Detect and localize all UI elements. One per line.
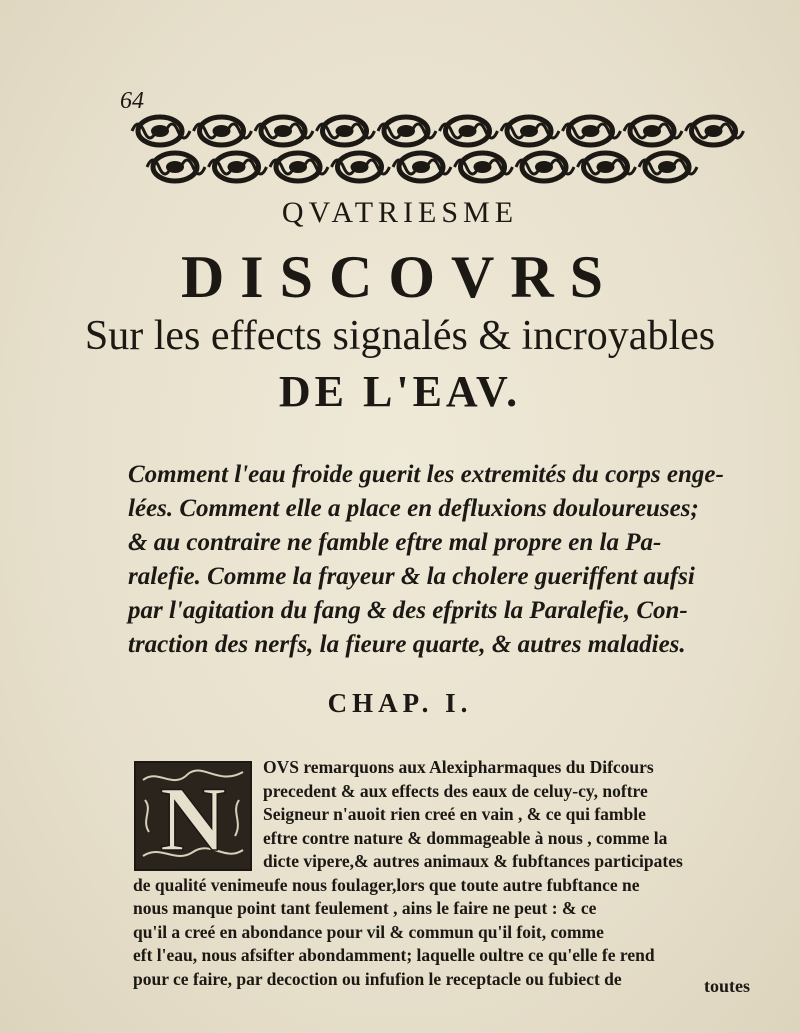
body-line: eftre contre nature & dommageable à nous , comme la <box>263 827 668 848</box>
fleuron-motif <box>147 153 205 181</box>
heading-discours: DISCOVRS <box>180 244 620 310</box>
fleuron-motif <box>455 153 513 181</box>
fleuron-motif <box>440 117 498 145</box>
chapter-summary <box>128 458 753 662</box>
fleuron-motif <box>132 117 190 145</box>
summary-line: Comment l'eau froide guerit les extremités du corps enge- <box>128 461 724 488</box>
summary-line: traction des nerfs, la fieure quarte, & autres maladies. <box>128 631 686 658</box>
body-line: precedent & aux effects des eaux de celuy-cy, noftre <box>263 780 648 801</box>
body-line: OVS remarquons aux Alexipharmaques du Difcours <box>263 757 654 777</box>
summary-line: ralefie. Comme la frayeur & la cholere gueriffent aufsi <box>128 563 695 590</box>
summary-line: lées. Comment elle a place en defluxions douloureuses; <box>128 495 699 522</box>
body-line: qu'il a creé en abondance pour vil & commun qu'il foit, comme <box>133 921 604 942</box>
fleuron-motif <box>332 153 390 181</box>
fleuron-motif <box>270 153 328 181</box>
fleuron-motif <box>393 153 451 181</box>
body-text <box>133 756 753 991</box>
summary-line: & au contraire ne famble eftre mal propre en la Pa- <box>128 529 662 556</box>
body-line: Seigneur n'auoit rien creé en vain , & ce qui famble <box>263 804 646 824</box>
fleuron-motif <box>255 117 313 145</box>
fleuron-motif <box>639 153 697 181</box>
summary-line: par l'agitation du fang & des efprits la Paralefie, Con- <box>128 597 688 624</box>
fleuron-band-icon <box>130 110 745 188</box>
fleuron-motif <box>378 117 436 145</box>
fleuron-motif <box>624 117 682 145</box>
body-line: eft l'eau, nous afsifter abondamment; laquelle oultre ce qu'elle fe rend <box>133 945 655 965</box>
fleuron-motif <box>501 117 559 145</box>
fleuron-motif <box>194 117 252 145</box>
fleuron-motif <box>563 117 621 145</box>
heading-quatriesme: QVATRIESME <box>281 196 519 229</box>
fleuron-motif <box>209 153 267 181</box>
fleuron-motif <box>686 117 744 145</box>
catchword: toutes <box>704 976 750 996</box>
body-line: de qualité venimeufe nous foulager,lors que toute autre fubftance ne <box>133 874 640 895</box>
heading-de-leau: DE L'EAV. <box>278 367 522 416</box>
fleuron-motif <box>516 153 574 181</box>
heading-subtitle: Sur les effects signalés & incroyables <box>84 313 716 359</box>
body-line: nous manque point tant feulement , ains le faire ne peut : & ce <box>133 898 597 918</box>
page-number: 64 <box>120 88 144 114</box>
fleuron-motif <box>317 117 375 145</box>
body-line: dicte vipere,& autres animaux & fubftances participates <box>263 851 683 871</box>
body-line: pour ce faire, par decoction ou infufion le receptacle ou fubiect de <box>133 968 622 989</box>
dropcap-letter: N <box>159 768 227 870</box>
chapter-heading: CHAP. I. <box>327 688 473 718</box>
fleuron-motif <box>578 153 636 181</box>
